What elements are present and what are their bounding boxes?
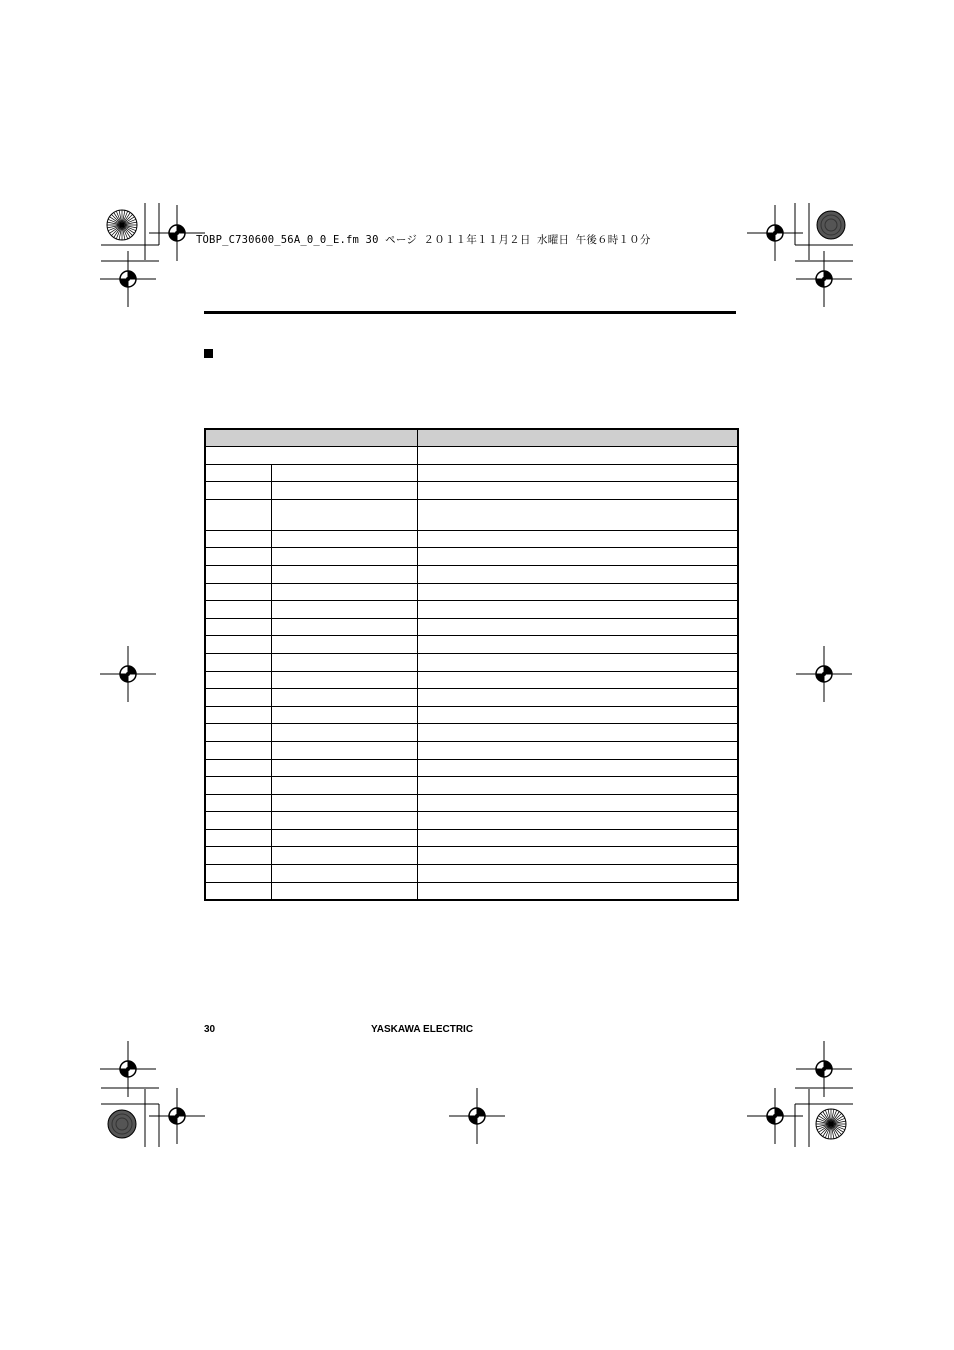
table-cell (271, 671, 417, 689)
table-cell (271, 464, 417, 482)
table-cell (417, 759, 738, 777)
table-cell (417, 706, 738, 724)
table-row (205, 759, 738, 777)
table-cell (417, 618, 738, 636)
table-cell (417, 882, 738, 900)
table-cell (271, 618, 417, 636)
table-header-row (205, 429, 738, 447)
table-row (205, 583, 738, 601)
table-cell (205, 565, 271, 583)
table-cell (271, 499, 417, 530)
table-cell (205, 583, 271, 601)
table-cell (205, 499, 271, 530)
table-cell (271, 530, 417, 548)
table-row (205, 499, 738, 530)
table-cell (205, 671, 271, 689)
table-cell (205, 530, 271, 548)
table-row (205, 464, 738, 482)
table-row (205, 671, 738, 689)
table-row (205, 565, 738, 583)
title-rule (204, 311, 736, 314)
table-cell (417, 865, 738, 883)
table-cell (205, 618, 271, 636)
table-row (205, 777, 738, 795)
table-cell (205, 724, 271, 742)
table-row (205, 447, 738, 465)
table-cell (205, 847, 271, 865)
table-cell (271, 482, 417, 500)
table-cell (417, 689, 738, 707)
table-cell (417, 548, 738, 566)
page-number: 30 (204, 1024, 216, 1035)
table-cell (417, 724, 738, 742)
table-cell (271, 601, 417, 619)
table-cell (417, 653, 738, 671)
table-cell (417, 636, 738, 654)
table-cell (271, 777, 417, 795)
table-cell (271, 565, 417, 583)
table-cell (417, 829, 738, 847)
table-cell (205, 812, 271, 830)
table-cell (417, 499, 738, 530)
table-cell (205, 636, 271, 654)
table-cell (417, 530, 738, 548)
table-cell (205, 777, 271, 795)
table-cell (271, 812, 417, 830)
table-cell (417, 847, 738, 865)
table-cell (205, 601, 271, 619)
table-row (205, 689, 738, 707)
table-row (205, 865, 738, 883)
table-cell (205, 829, 271, 847)
table-row (205, 706, 738, 724)
table-row (205, 724, 738, 742)
table-cell (205, 794, 271, 812)
table-row (205, 482, 738, 500)
table-cell (417, 671, 738, 689)
table-cell (205, 689, 271, 707)
table-row (205, 618, 738, 636)
table-header-cell (205, 429, 417, 447)
table-cell (271, 583, 417, 601)
print-file-header: TOBP_C730600_56A_0_0_E.fm 30 ページ ２０１１年１１月２日 水曜日 午後６時１０分 (196, 234, 651, 246)
table-cell (417, 741, 738, 759)
table-cell (417, 777, 738, 795)
table-header-cell (417, 429, 738, 447)
table-cell (271, 706, 417, 724)
table-row (205, 794, 738, 812)
table-cell (271, 548, 417, 566)
table-row (205, 882, 738, 900)
table-cell (271, 653, 417, 671)
table-cell (271, 689, 417, 707)
table-cell (271, 829, 417, 847)
table-cell (205, 759, 271, 777)
table-row (205, 847, 738, 865)
table-cell (417, 447, 738, 465)
table-cell (417, 565, 738, 583)
table-cell (417, 794, 738, 812)
table-cell (205, 865, 271, 883)
table-row (205, 601, 738, 619)
table-cell (271, 724, 417, 742)
table-cell (205, 464, 271, 482)
table-row (205, 653, 738, 671)
parameter-table (204, 428, 739, 901)
table-cell (271, 865, 417, 883)
table-cell (205, 741, 271, 759)
table-row (205, 829, 738, 847)
table-cell (205, 653, 271, 671)
table-cell (205, 882, 271, 900)
section-bullet-icon (204, 349, 213, 358)
table-cell (271, 759, 417, 777)
table-cell (417, 482, 738, 500)
table-cell (271, 636, 417, 654)
table-row (205, 812, 738, 830)
footer-brand: YASKAWA ELECTRIC (371, 1024, 474, 1035)
table-cell (205, 482, 271, 500)
table-cell (417, 601, 738, 619)
table-row (205, 741, 738, 759)
table-cell (205, 548, 271, 566)
table-row (205, 530, 738, 548)
table-cell (271, 847, 417, 865)
table-cell (417, 464, 738, 482)
table-cell (205, 706, 271, 724)
table-cell (271, 794, 417, 812)
table-cell (271, 741, 417, 759)
table-cell (417, 812, 738, 830)
table-cell (205, 447, 417, 465)
table-cell (417, 583, 738, 601)
table-row (205, 636, 738, 654)
table-row (205, 548, 738, 566)
table-cell (271, 882, 417, 900)
